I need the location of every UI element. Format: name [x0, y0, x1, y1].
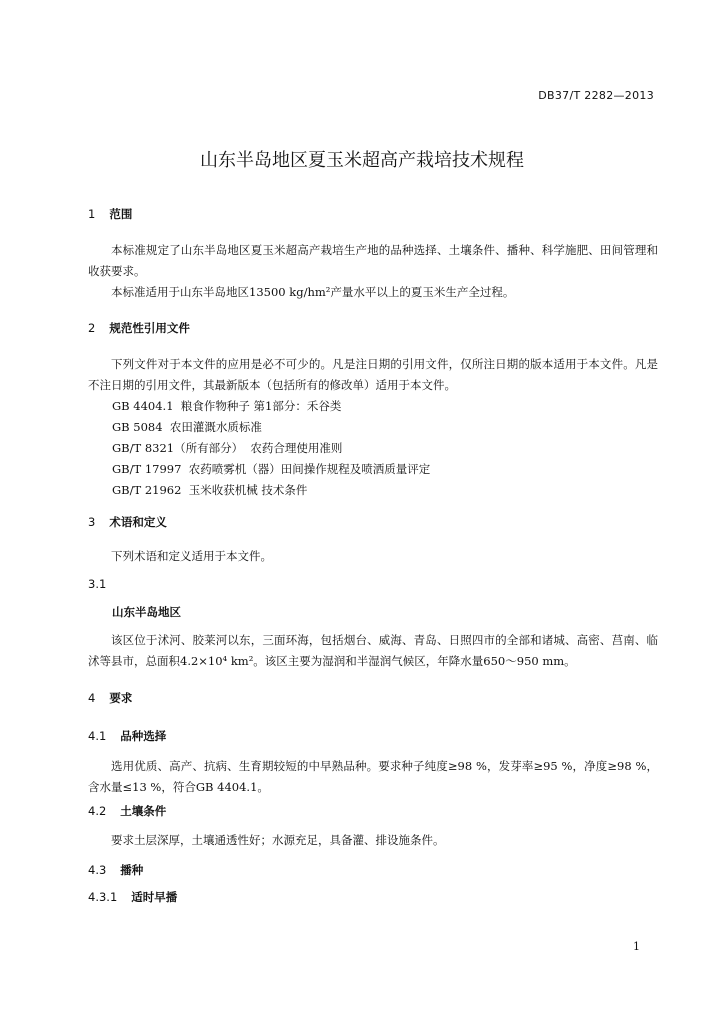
section-number: 4.3.1 — [88, 890, 118, 904]
section-number: 3.1 — [88, 577, 107, 591]
section-heading-4-1 — [88, 728, 166, 744]
section-title: 土壤条件 — [120, 804, 167, 818]
section-number: 4.2 — [88, 804, 107, 818]
section-number: 3 — [88, 515, 96, 529]
paragraph-text: 下列文件对于本文件的应用是必不可少的。凡是注日期的引用文件，仅所注日期的版本适用于本文件。凡是不注日期的引用文件，其最新版本（包括所有的修改单）适用于本文件。 — [88, 357, 658, 392]
section-heading-4 — [88, 690, 132, 706]
section-heading-1 — [88, 206, 132, 222]
section-number: 4.1 — [88, 729, 107, 743]
paragraph-text: 下列术语和定义适用于本文件。 — [111, 549, 272, 563]
paragraph-text: 选用优质、高产、抗病、生育期较短的中早熟品种。要求种子纯度≥98 %，发芽率≥95 %，净度≥98 %，含水量≤13 %，符合GB 4404.1。 — [88, 759, 658, 794]
reference-item: GB 5084 农田灌溉水质标准 — [112, 420, 262, 434]
section-heading-3 — [88, 514, 167, 530]
document-code: DB37/T 2282—2013 — [538, 89, 654, 102]
paragraph-normative-references — [88, 354, 658, 396]
paragraph-text: 该区位于沭河、胶莱河以东，三面环海，包括烟台、威海、青岛、日照四市的全部和诸城、高密、莒南、临沭等县市，总面积4.2×10⁴ km²。该区主要为湿润和半湿润气候区，年降水量650～950 mm。 — [88, 633, 658, 668]
section-title: 播种 — [120, 863, 144, 877]
section-heading-4-3-1 — [88, 889, 177, 905]
reference-item: GB 4404.1 粮食作物种子 第1部分：禾谷类 — [112, 399, 342, 413]
document-title: 山东半岛地区夏玉米超高产栽培技术规程 — [200, 150, 524, 171]
section-heading-4-2 — [88, 803, 166, 819]
paragraph-soil-conditions — [88, 830, 658, 851]
paragraph-variety-selection — [88, 756, 658, 798]
section-heading-4-3 — [88, 862, 143, 878]
section-number: 4 — [88, 691, 96, 705]
section-number: 1 — [88, 207, 96, 221]
section-title: 要求 — [109, 691, 133, 705]
paragraph-scope-1 — [88, 240, 658, 282]
reference-item: GB/T 8321（所有部分） 农药合理使用准则 — [112, 441, 343, 455]
section-number: 2 — [88, 321, 96, 335]
clause-number-3-1 — [88, 577, 120, 591]
section-title: 适时早播 — [131, 890, 178, 904]
section-title: 术语和定义 — [109, 515, 167, 529]
paragraph-text: 本标准规定了山东半岛地区夏玉米超高产栽培生产地的品种选择、土壤条件、播种、科学施肥、田间管理和收获要求。 — [88, 243, 658, 278]
paragraph-text: 本标准适用于山东半岛地区13500 kg/hm²产量水平以上的夏玉米生产全过程。 — [111, 285, 515, 299]
reference-item: GB/T 21962 玉米收获机械 技术条件 — [112, 483, 308, 497]
paragraph-terms — [88, 546, 658, 567]
section-number: 4.3 — [88, 863, 107, 877]
section-title: 品种选择 — [120, 729, 167, 743]
page-number: 1 — [633, 940, 640, 953]
section-title: 范围 — [109, 207, 133, 221]
section-heading-2 — [88, 320, 190, 336]
paragraph-scope-2 — [88, 282, 658, 303]
paragraph-term-definition — [88, 630, 658, 672]
paragraph-text: 要求土层深厚，土壤通透性好；水源充足，具备灌、排设施条件。 — [111, 833, 445, 847]
section-title: 规范性引用文件 — [109, 321, 190, 335]
reference-item: GB/T 17997 农药喷雾机（器）田间操作规程及喷洒质量评定 — [112, 462, 431, 476]
term-heading: 山东半岛地区 — [112, 605, 181, 619]
